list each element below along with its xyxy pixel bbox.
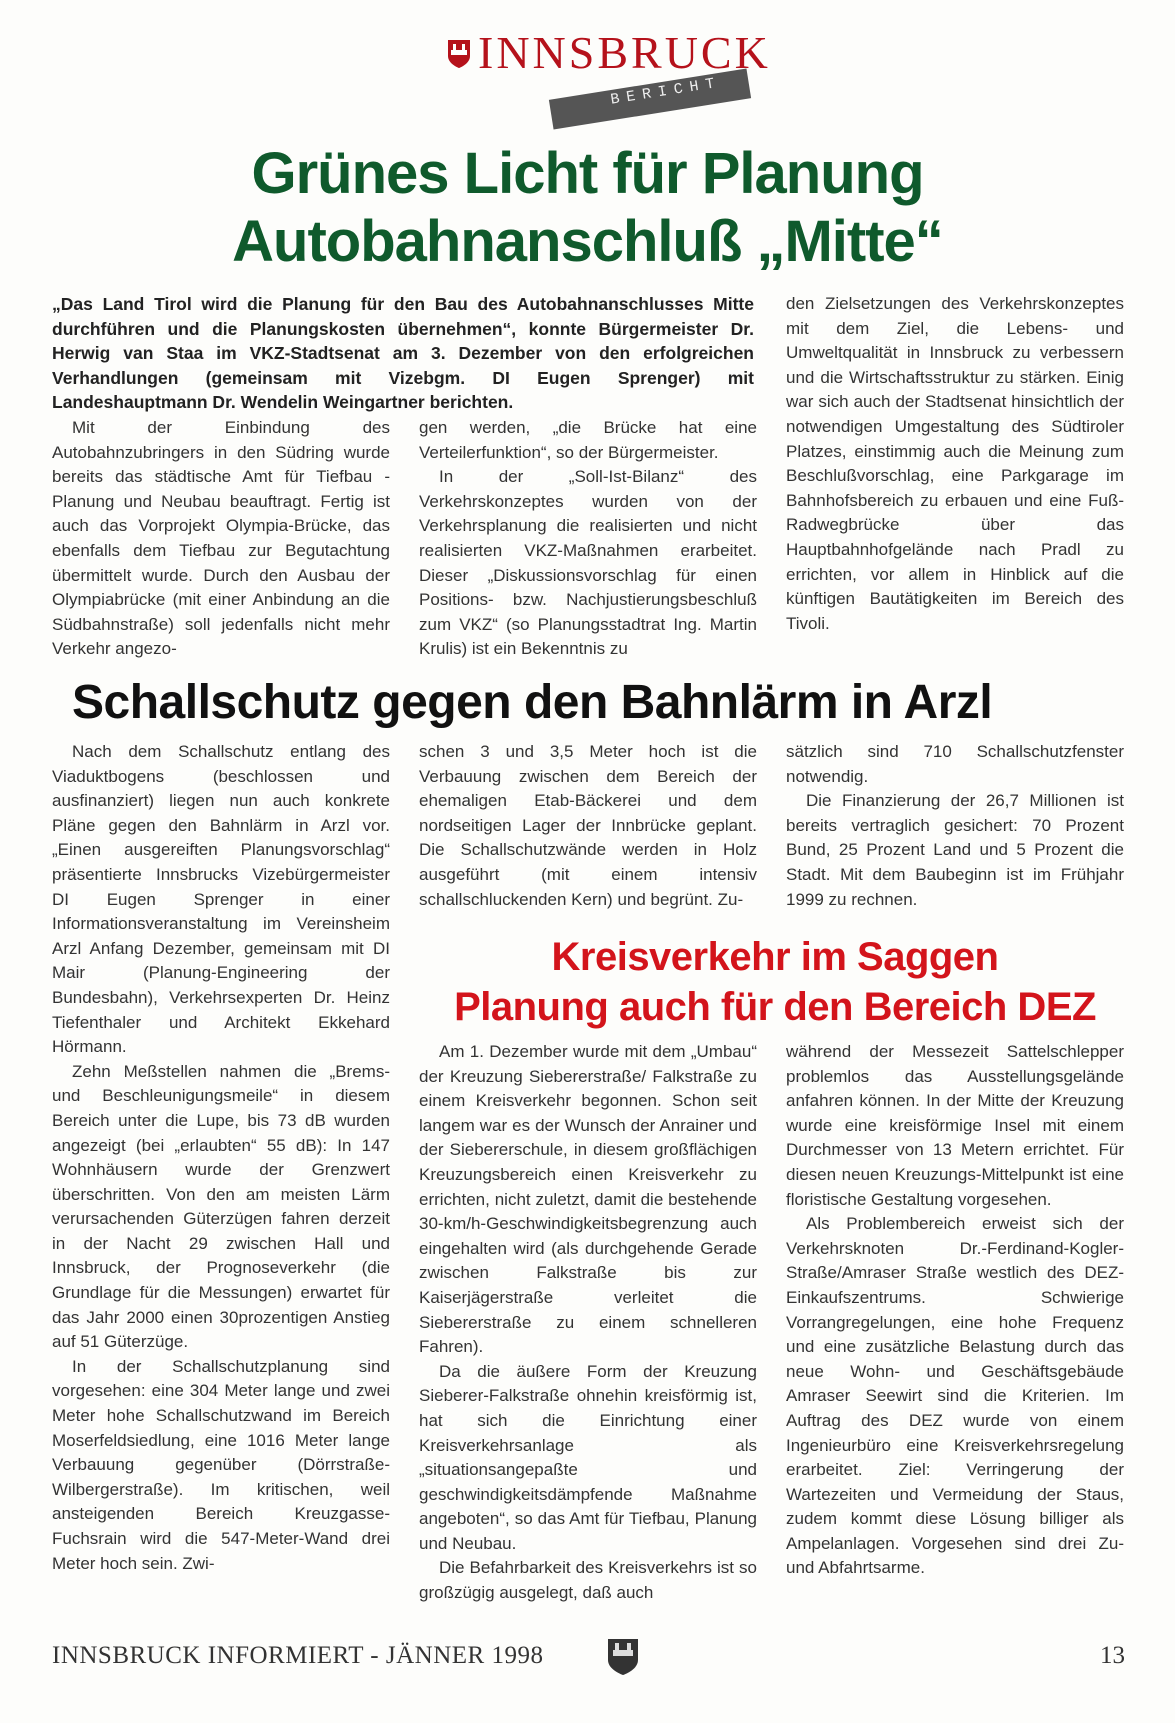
article1-column2 <box>419 416 757 662</box>
article2-col1-paragraph1: Nach dem Schallschutz entlang des Viaduktbogens (beschlossen und ausfinanziert) liegen nun auch konkrete Pläne gegen den Bahnlärm in Arzl vor. „Einen ausgereiften Planungsvorschlag“ präsentierte Innsbrucks Vizebürgermeister DI Eugen Sprenger in einer Informationsveranstaltung im Vereinsheim Arzl Anfang Dezember, gemeinsam mit DI Mair (Planung-Engineering der Bundesbahn), Verkehrsexperten Dr. Heinz Tiefenthaler und Architekt Ekkehard Hörmann. <box>52 742 390 1057</box>
article2-col3-paragraph2: Die Finanzierung der 26,7 Millionen ist bereits vertraglich gesichert: 70 Prozent Bund, 25 Prozent Land und 5 Prozent die Stadt. Mit dem Baubeginn ist im Frühjahr 1999 zu rechnen. <box>786 791 1124 909</box>
article3-col2-paragraph3: Die Befahrbarkeit des Kreisverkehrs ist so großzügig ausgelegt, daß auch <box>419 1558 757 1603</box>
article1-column3 <box>786 292 1124 636</box>
article1-col2-paragraph1: gen werden, „die Brücke hat eine Verteilerfunktion“, so der Bürgermeister. <box>419 418 757 462</box>
article2-column1 <box>52 740 390 1576</box>
article1-headline-line1: Grünes Licht für Planung <box>251 141 924 206</box>
article3-column3 <box>786 1040 1124 1581</box>
article1-headline <box>80 140 1095 276</box>
article1-col1-paragraph: Mit der Einbindung des Autobahnzubringers in den Südring wurde bereits das städtische Amt für Tiefbau - Planung und Neubau beauftragt. Fertig ist auch das Vorprojekt Olympia-Brücke, das ebenfalls dem Tiefbau zur Begutachtung übermittelt wurde. Durch den Ausbau der Olympiabrücke (mit einer Anbindung an die Südbahnstraße) soll jedenfalls nicht mehr Verkehr angezo- <box>52 418 390 659</box>
article1-column1 <box>52 416 390 662</box>
article2-col2-paragraph: schen 3 und 3,5 Meter hoch ist die Verbauung zwischen dem Bereich der ehemaligen Etab-Bäckerei und dem nordseitigen Lager der Innbrücke geplant. Die Schallschutzwände werden in Holz ausgeführt (mit einem intensiv schallschluckenden Kern) und begrünt. Zu- <box>419 742 757 909</box>
article3-headline <box>410 932 1140 1032</box>
masthead-brand: INNSBRUCK <box>478 27 771 78</box>
article3-col3-paragraph2: Als Problembereich erweist sich der Verkehrsknoten Dr.-Ferdinand-Kogler-Straße/Amraser Straße westlich des DEZ-Einkaufszentrums. Schwierige Vorrangregelungen, eine hohe Frequenz und eine zusätzliche Belastung durch das neue Wohn- und Geschäftsgebäude Amraser Seewirt sind die Kriterien. Im Auftrag des DEZ wurde von einem Ingenieurbüro eine Kreisverkehrsregelung erarbeitet. Ziel: Verringerung der Wartezeiten und Vermeidung der Staus, zudem kommt diese Lösung billiger als Ampelanlagen. Vorgesehen sind drei Zu- und Abfahrtsarme. <box>786 1214 1124 1578</box>
article3-col2-paragraph1: Am 1. Dezember wurde mit dem „Umbau“ der Kreuzung Siebererstraße/ Falkstraße zu einem Kreisverkehr begonnen. Schon seit langem war es der Wunsch der Anrainer und der Siebererschule, in diesem großflächigen Kreuzungsbereich einen Kreisverkehr zu errichten, nicht zuletzt, damit die bestehende 30-km/h-Geschwindigkeitsbegrenzung auch eingehalten wird (als durchgehende Gerade zwischen Falkstraße bis zur Kaiserjägerstraße verleitet die Siebererstraße zu einem schnelleren Fahren). <box>419 1042 757 1357</box>
article3-headline-line1: Kreisverkehr im Saggen <box>551 935 999 979</box>
footer-crest-icon <box>605 1636 641 1678</box>
article2-column3 <box>786 740 1124 912</box>
masthead <box>440 27 771 120</box>
masthead-subtitle: BERICHT <box>609 74 723 109</box>
footer-publication: INNSBRUCK INFORMIERT - JÄNNER 1998 <box>52 1642 544 1669</box>
article2-headline: Schallschutz gegen den Bahnlärm in Arzl <box>72 676 993 729</box>
article1-col3-paragraph: den Zielsetzungen des Verkehrskonzeptes mit dem Ziel, die Lebens- und Umweltqualität in Innsbruck zu verbessern und die Wirtschaftsstruktur zu stärken. Einig war sich auch der Stadtsenat hinsichtlich der notwendigen Umgestaltung des Südtiroler Platzes, einstimmig auch die Meinung zum Beschlußvorschlag, eine Parkgarage im Bahnhofsbereich zu erbauen und eine Fuß-Radwegbrücke über das Hauptbahnhofgelände nach Pradl zu errichten, vor allem in Hinblick auf die künftigen Bautätigkeiten im Bereich des Tivoli. <box>786 294 1124 633</box>
page-number: 13 <box>1100 1642 1125 1669</box>
article1-lead: „Das Land Tirol wird die Planung für den Bau des Autobahnanschlusses Mitte durchführen und die Planungskosten übernehmen“, konnte Bürgermeister Dr. Herwig van Staa im VKZ-Stadtsenat am 3. Dezember von den erfolgreichen Verhandlungen (gemeinsam mit Vizebgm. DI Eugen Sprenger) mit Landeshauptmann Dr. Wendelin Weingartner berichten. <box>52 294 754 412</box>
article1-headline-line2: Autobahnanschluß „Mitte“ <box>232 209 943 274</box>
article2-col3-paragraph1: sätzlich sind 710 Schallschutzfenster notwendig. <box>786 742 1124 786</box>
article2-column2 <box>419 740 757 912</box>
article3-col3-paragraph1: während der Messezeit Sattelschlepper problemlos das Ausstellungsgelände anfahren können. In der Mitte der Kreuzung wurde eine kreisförmige Insel mit einem Durchmesser von 13 Metern errichtet. Für diesen neuen Kreuzungs-Mittelpunkt ist eine floristische Gestaltung vorgesehen. <box>786 1042 1124 1209</box>
article3-col2-paragraph2: Da die äußere Form der Kreuzung Sieberer-Falkstraße ohnehin kreisförmig ist, hat sich die Einrichtung einer Kreisverkehrsanlage als „situationsangepaßte und geschwindigkeitsdämpfende Maßnahme angeboten“, so das Amt für Tiefbau, Planung und Neubau. <box>419 1361 757 1553</box>
innsbruck-crest-icon <box>446 38 472 70</box>
article3-column2 <box>419 1040 757 1606</box>
article2-col1-paragraph2: Zehn Meßstellen nahmen die „Brems- und Beschleunigungsmeile“ in diesem Bereich unter die Lupe, bis 73 dB wurden angezeigt (bei „erlaubten“ 55 dB): In 147 Wohnhäusern wurde der Grenzwert überschritten. Von den am meisten Lärm verursachenden Güterzügen fahren derzeit in der Nacht 29 zwischen Hall und Innsbruck, der Prognoseverkehr (die Grundlage für die Messungen) erwartet für das Jahr 2000 einen 30prozentigen Anstieg auf 51 Güterzüge. <box>52 1061 390 1352</box>
article3-headline-line2: Planung auch für den Bereich DEZ <box>454 985 1096 1029</box>
article1-col2-paragraph2: In der „Soll-Ist-Bilanz“ des Verkehrskonzeptes wurden von der Verkehrsplanung die realisierten und nicht realisierten VKZ-Maßnahmen erarbeitet. Dieser „Diskussionsvorschlag für einen Positions- bzw. Nachjustierungsbeschluß zum VKZ“ (so Planungsstadtrat Ing. Martin Krulis) ist ein Bekenntnis zu <box>419 467 757 659</box>
article2-col1-paragraph3: In der Schallschutzplanung sind vorgesehen: eine 304 Meter lange und zwei Meter hohe Schallschutzwand im Bereich Moserfeldsiedlung, eine 1016 Meter lange Verbauung gegenüber (Dörrstraße-Wilbergerstraße). Im kritischen, weil ansteigenden Bereich Kreuzgasse-Fuchsrain wird die 547-Meter-Wand drei Meter hoch sein. Zwi- <box>52 1356 390 1573</box>
